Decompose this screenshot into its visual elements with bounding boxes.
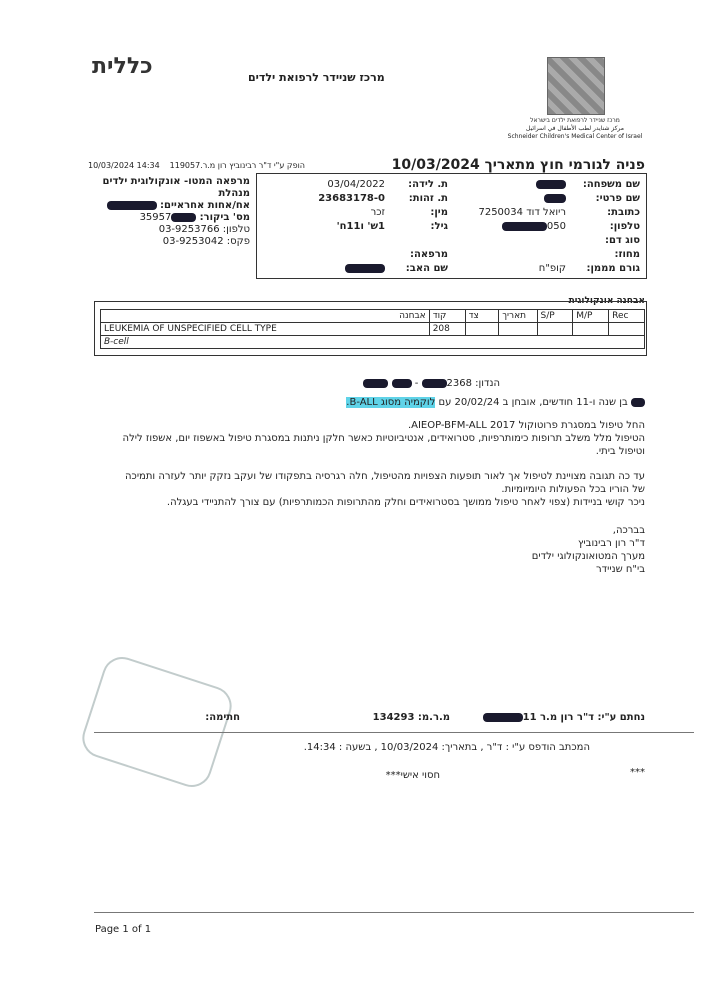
logo-caption-en: Schneider Children's Medical Center of Israel	[507, 133, 643, 140]
phone-label: טלפון:	[609, 221, 640, 232]
age-label: גיל:	[430, 221, 448, 232]
para2-line3: וטיפול ביתי.	[595, 446, 645, 457]
dx-header-sp: S/P	[537, 310, 573, 323]
blood-label: סוג דם:	[604, 235, 640, 246]
last-name-label: שם משפחה:	[582, 179, 640, 190]
signature-label: חתימה:	[205, 712, 240, 723]
clalit-logo: כללית	[92, 54, 153, 79]
dx-header-mp: M/P	[573, 310, 609, 323]
diagnosis-header-row	[101, 310, 645, 323]
footer-divider	[94, 732, 694, 733]
hospital-logo-caption	[505, 117, 645, 141]
phone-value	[456, 221, 566, 232]
dept-phone	[90, 224, 250, 236]
father-label: שם האב:	[405, 263, 448, 274]
sign-role: מערך המטואונקולוגי ילדים	[531, 551, 645, 562]
dept-fax-label: פקס:	[226, 236, 250, 247]
dept-phone-label: טלפון:	[222, 224, 250, 235]
page-divider	[94, 912, 694, 913]
dob-label: ת. לידה:	[408, 179, 448, 190]
sign-name: ד"ר רון רבינוביץ	[578, 538, 645, 549]
line1-highlight: לוקמיה מסוג B-ALL.	[346, 397, 436, 408]
row-payer	[263, 263, 640, 276]
para2-line1: החל טיפול במסגרת פרוטוקול AIEOP-BFM-ALL 2017.	[407, 420, 645, 431]
patient-details-box	[256, 173, 647, 279]
dx-header-code: קוד	[429, 310, 465, 323]
visit-label: מס' ביקור:	[199, 212, 250, 223]
letter-signoff	[100, 524, 645, 576]
logo-caption-ar: مركز شنايدر لطب الأطفال في اسرائيل	[526, 125, 624, 132]
para3-line2: של הוריו בכל הפעולות היומיומיות.	[501, 484, 645, 495]
dx-date	[499, 323, 537, 336]
dept-fax	[90, 236, 250, 248]
diagnosis-row	[101, 323, 645, 336]
signed-by-text: נחתם ע"י: ד"ר רון מ.ר 11	[522, 712, 645, 723]
dept-phone-value: 03-9253766	[158, 224, 220, 235]
first-name-label: שם פרטי:	[595, 193, 640, 204]
id-value: 23683178-0	[318, 193, 385, 204]
dx-header-date: תאריך	[499, 310, 537, 323]
dx-side	[465, 323, 499, 336]
dx-header-diagnosis: אבחנה	[101, 310, 430, 323]
dob-value: 03/04/2022	[327, 179, 385, 190]
phone-prefix: 050	[546, 221, 566, 232]
subject-text: הנדון: 2368	[446, 378, 500, 389]
dx-header-side: צד	[465, 310, 499, 323]
issuer: הופק ע"י ד"ר רבינוביץ רון מ.ר.119057	[169, 161, 305, 170]
center-name: מרכז שניידר לרפואת ילדים	[248, 71, 385, 84]
department-block	[90, 176, 250, 248]
clinic-label: מרפאה:	[410, 249, 448, 260]
row-address	[263, 207, 640, 220]
dept-nurse	[90, 200, 250, 212]
stars: ***	[630, 767, 645, 778]
diagnosis-section-title: אבחנה אונקולוגית	[568, 296, 645, 306]
line1-text: בן שנה ו-11 חודשים, אובחן ב 20/02/24 עם	[435, 397, 628, 408]
age-value: 1ש' ו11ח'	[336, 221, 385, 232]
para3-line3: ניכר קושי בניידות (צפוי לאחר טיפול ממושך בסטרואידים וחלק מהתרופות הכמותרפיות) עם צורך להתניידי בעגלה.	[166, 497, 645, 508]
license: מ.ר.מ: 134293	[372, 712, 450, 723]
payer-value: קופ"ח	[538, 263, 566, 274]
signed-by	[455, 712, 645, 723]
letter-subject: הנדון: 2368 -	[280, 377, 500, 390]
dept-name: מרפאה המטו- אונקולוגית ילדים	[102, 176, 250, 187]
address-label: כתובת:	[607, 207, 640, 218]
dx-mp	[573, 323, 609, 336]
dx-code: 208	[429, 323, 465, 336]
district-label: מחוז:	[614, 249, 640, 260]
id-label: ת. זהות:	[408, 193, 448, 204]
last-name-value	[456, 179, 566, 190]
closing: בברכה,	[612, 525, 645, 536]
letter-para3	[100, 470, 645, 509]
hospital-logo-icon	[547, 57, 605, 115]
row-district	[263, 249, 640, 262]
row-blood	[263, 235, 640, 248]
para2-line2: הטיפול מלל משלב תרופות כימותרפיות, סטרואידים, אנטיביוטיות כאשר חלקן ניתנות במסגרת טיפול באשפוז יום, אשפוז לילה	[122, 433, 645, 444]
row-phone	[263, 221, 640, 234]
dx-header-rec: Rec	[609, 310, 645, 323]
payer-label: גורם מממן:	[586, 263, 640, 274]
row-lastname	[263, 179, 640, 192]
nurse-label: אח/אחות אחראיים:	[160, 200, 250, 211]
printed-at: 10/03/2024 14:34	[88, 161, 160, 170]
address-value: ריואל דוד 7250034	[478, 207, 566, 218]
dept-fax-value: 03-9253042	[162, 236, 224, 247]
document-title: פניה לגורמי חוץ מתאריך 10/03/2024	[391, 157, 645, 173]
dx-sp	[537, 323, 573, 336]
sex-label: מין:	[430, 207, 448, 218]
dept-visit	[90, 212, 250, 224]
row-firstname	[263, 193, 640, 206]
first-name-value	[456, 193, 566, 204]
page-number: Page 1 of 1	[95, 924, 152, 935]
dx-rec	[609, 323, 645, 336]
dept-manager: מנהלת	[218, 188, 250, 199]
father-value	[265, 263, 385, 274]
confidential: חסוי אישי***	[385, 770, 440, 781]
diagnosis-table	[100, 309, 645, 349]
logo-caption-he: מרכז שניידר לרפואת ילדים בישראל	[530, 117, 620, 124]
sex-value: זכר	[370, 207, 385, 218]
printed-by: המכתב הודפס ע"י : ד"ר , בתאריך: 10/03/2024 , בשעה : 14:34.	[303, 742, 590, 753]
diagnosis-subtype-row	[101, 336, 645, 349]
letter-line1	[100, 396, 645, 409]
para3-line1: עד כה תגובה מצויינת לטיפול אך לאור תופעות הצפויות מהטיפול, חלה רגרסיה בתפקודו של ועקב נזקק יותר לעזרה ותמיכה	[125, 471, 645, 482]
dx-subtype: B-cell	[101, 336, 645, 349]
sign-hospital: בי"ח שניידר	[596, 564, 645, 575]
letter-para2	[100, 419, 645, 458]
visit-value: 35957	[139, 212, 172, 223]
dx-name: LEUKEMIA OF UNSPECIFIED CELL TYPE	[101, 323, 430, 336]
